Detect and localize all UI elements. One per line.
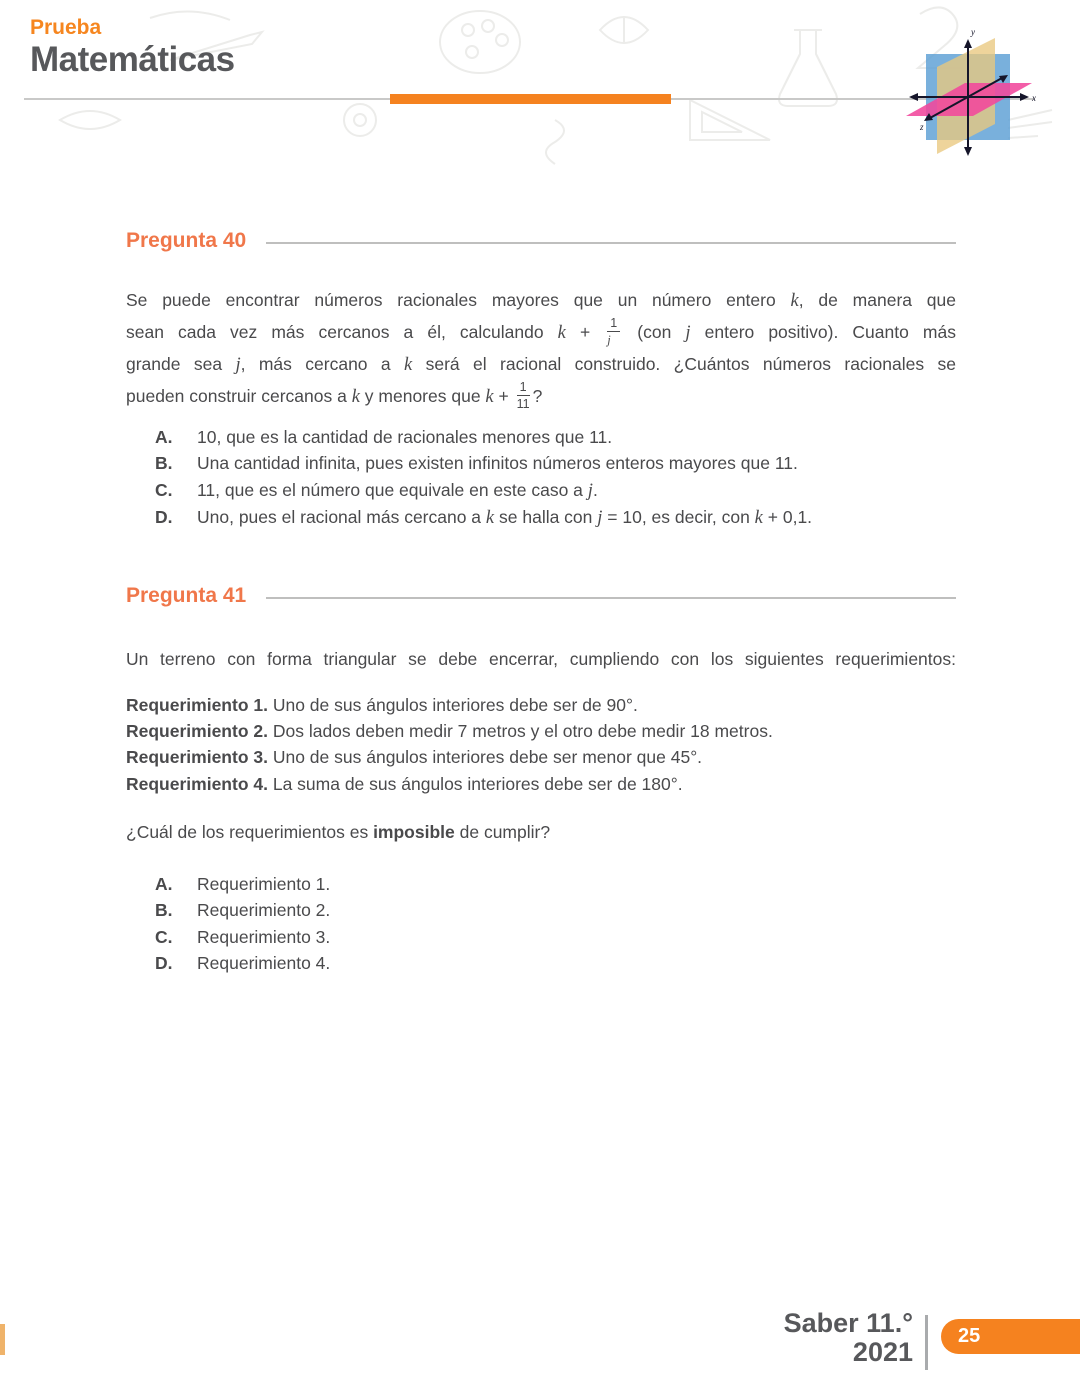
z-axis-label: z: [920, 122, 924, 132]
option-letter: C.: [155, 479, 173, 500]
option-text: Requerimiento 1.: [197, 874, 331, 894]
option-letter: A.: [155, 427, 173, 447]
test-kicker: Prueba: [30, 16, 102, 39]
option-row: [155, 477, 956, 504]
page-number-pill: [941, 1319, 1080, 1354]
option-text: Requerimiento 4.: [197, 953, 331, 974]
footer-exam-id: [784, 1309, 913, 1367]
option-row: [155, 950, 956, 976]
requirement-line: Requerimiento 1. Uno de sus ángulos interiores debe ser de 90°.: [126, 695, 638, 715]
option-text: 10, que es la cantidad de racionales menores que 11.: [197, 427, 613, 447]
option-row: [155, 424, 956, 450]
question-40-options: [155, 424, 956, 532]
question-41-heading-row: [126, 584, 956, 608]
y-axis-label: y: [971, 27, 975, 37]
option-text: Requerimiento 3.: [197, 926, 331, 947]
header-divider-accent: [390, 94, 671, 104]
option-letter: B.: [155, 900, 173, 921]
question-40-heading-row: [126, 229, 956, 253]
option-row: [155, 871, 956, 897]
option-row: [155, 450, 956, 476]
question-41-requirements: [126, 692, 956, 797]
requirement-line: Requerimiento 4. La suma de sus ángulos interiores debe ser de 180°.: [126, 773, 683, 794]
option-text: Uno, pues el racional más cercano a k se halla con j = 10, es decir, con k + 0,1.: [197, 507, 813, 529]
question-41-prompt: ¿Cuál de los requerimientos es imposible de cumplir?: [126, 822, 551, 842]
question-41-options: [155, 871, 956, 977]
question-41-intro: Un terreno con forma triangular se debe encerrar, cumpliendo con los siguientes requerimientos:: [126, 649, 956, 669]
footer-exam-name: Saber 11.°: [783, 1308, 913, 1338]
option-row: [155, 897, 956, 923]
body-line: Se puede encontrar números racionales mayores que un número entero k, de manera que: [126, 290, 956, 311]
option-letter: A.: [155, 874, 173, 894]
footer-divider: [925, 1315, 928, 1370]
3d-axes-graphic: [893, 20, 1043, 170]
option-row: [155, 504, 956, 531]
page-number: 25: [958, 1325, 981, 1347]
option-text: Requerimiento 2.: [197, 900, 331, 921]
x-axis-label: x: [1032, 93, 1036, 103]
option-text: 11, que es el número que equivale en este caso a j.: [197, 479, 598, 501]
heading-rule: [266, 242, 956, 244]
test-title: Matemáticas: [30, 40, 235, 79]
left-edge-accent: [0, 1324, 5, 1355]
option-letter: B.: [155, 453, 173, 474]
question-40-body: [126, 285, 956, 413]
option-letter: D.: [155, 507, 173, 528]
option-text: Una cantidad infinita, pues existen infinitos números enteros mayores que 11.: [197, 453, 798, 474]
option-letter: C.: [155, 926, 173, 947]
requirement-line: Requerimiento 3. Uno de sus ángulos interiores debe ser menor que 45°.: [126, 747, 703, 768]
requirement-line: Requerimiento 2. Dos lados deben medir 7 metros y el otro debe medir 18 metros.: [126, 721, 773, 742]
footer-exam-year: 2021: [852, 1337, 913, 1367]
option-letter: D.: [155, 953, 173, 974]
heading-rule: [266, 597, 956, 599]
body-line: sean cada vez más cercanos a él, calculando k + $\frac{1}{j}$ (con j entero positivo). Cuanto más: [126, 315, 956, 347]
question-40-heading: Pregunta 40: [126, 229, 247, 252]
body-line: pueden construir cercanos a k y menores que k + $\frac{1}{11}$ ?: [126, 379, 543, 411]
body-line: grande sea j, más cercano a k será el racional construido. ¿Cuántos números racionales se: [126, 354, 956, 375]
option-row: [155, 924, 956, 950]
question-41-heading: Pregunta 41: [126, 584, 247, 607]
